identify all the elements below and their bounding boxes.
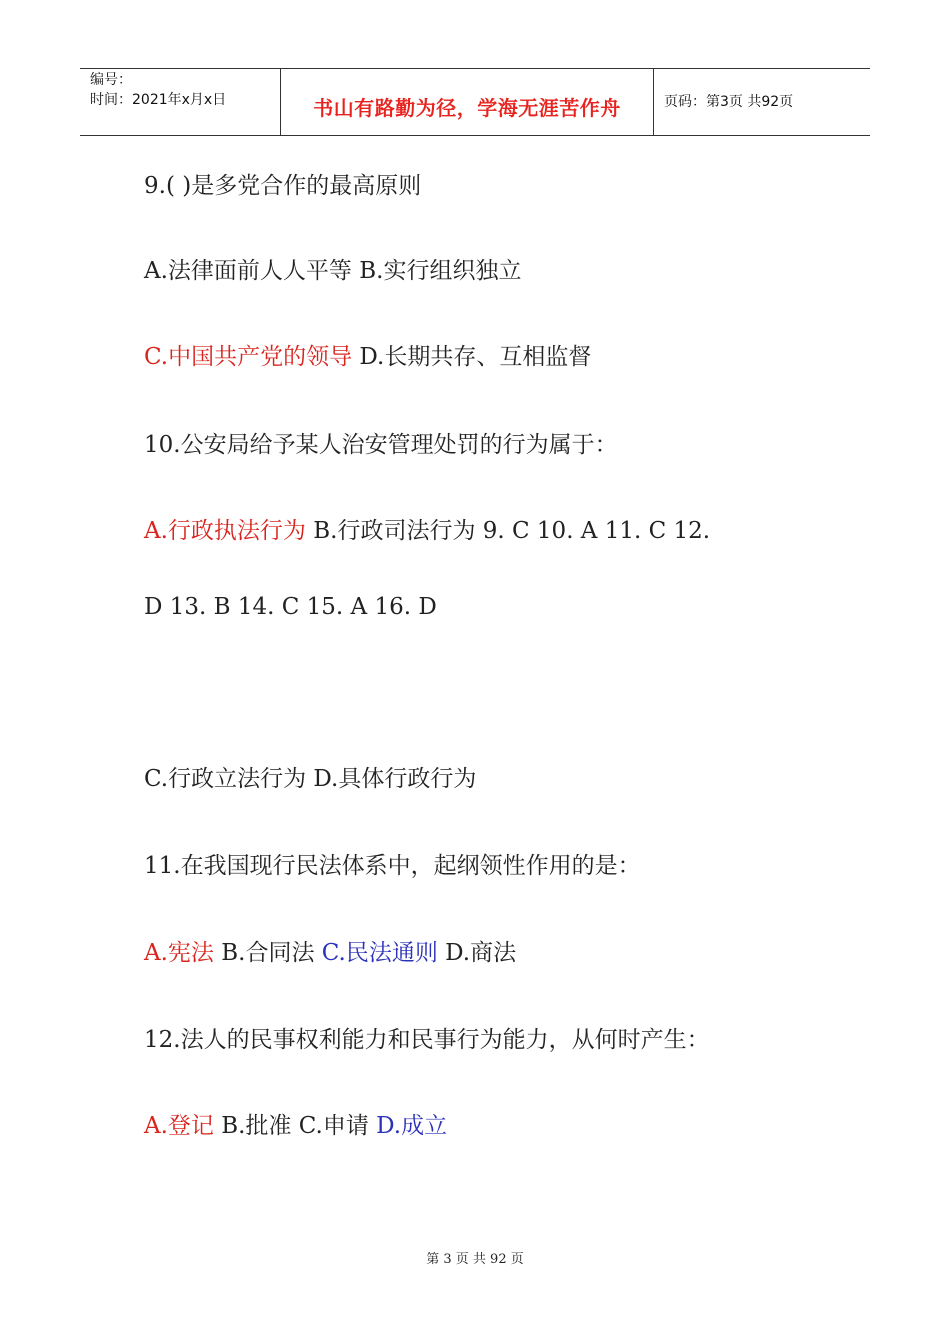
question-11: 11.在我国现行民法体系中，起纲领性作用的是： xyxy=(144,853,641,879)
option-11b: B.合同法 xyxy=(221,940,315,966)
question-12: 12.法人的民事权利能力和民事行为能力，从何时产生： xyxy=(144,1027,710,1053)
question-10-options-cd: C.行政立法行为 D.具体行政行为 xyxy=(144,766,477,792)
option-11d: D.商法 xyxy=(445,940,517,966)
header-motto-cell xyxy=(281,69,654,135)
header-motto: 书山有路勤为径，学海无涯苦作舟 xyxy=(313,96,621,120)
option-12d-answer: D.成立 xyxy=(376,1113,448,1139)
option-9c-answer: C.中国共产党的领导 xyxy=(144,344,353,370)
page-footer: 第 3 页 共 92 页 xyxy=(426,1252,524,1267)
document-date: 时间：2021年x月x日 xyxy=(90,92,227,108)
page-header xyxy=(80,68,870,136)
question-10-options-ab xyxy=(144,517,710,545)
option-12a-answer: A.登记 xyxy=(144,1113,214,1139)
question-10: 10.公安局给予某人治安管理处罚的行为属于： xyxy=(144,432,618,458)
document-number-label: 编号： xyxy=(90,72,132,88)
question-9-options-ab xyxy=(144,257,521,285)
question-9-options-cd xyxy=(144,343,591,371)
question-11-options xyxy=(144,939,516,967)
answer-key-continued: D 13. B 14. C 15. A 16. D xyxy=(144,594,437,620)
header-page-info: 页码：第3页 共92页 xyxy=(664,94,794,110)
header-meta-cell xyxy=(80,69,281,135)
option-12b: B.批准 xyxy=(221,1113,292,1139)
option-11a-answer: A.宪法 xyxy=(144,940,214,966)
option-9a: A.法律面前人人平等 xyxy=(144,258,352,284)
header-page-cell xyxy=(654,69,870,135)
option-10b-with-answer-key: B.行政司法行为 9. C 10. A 11. C 12. xyxy=(313,518,711,544)
option-11c-answer: C.民法通则 xyxy=(321,940,438,966)
question-12-options xyxy=(144,1112,447,1140)
question-9: 9.( )是多党合作的最高原则 xyxy=(144,173,422,199)
option-12c: C.申请 xyxy=(298,1113,369,1139)
option-9b: B.实行组织独立 xyxy=(359,258,522,284)
option-9d: D.长期共存、互相监督 xyxy=(359,344,592,370)
option-10a-answer: A.行政执法行为 xyxy=(144,518,306,544)
